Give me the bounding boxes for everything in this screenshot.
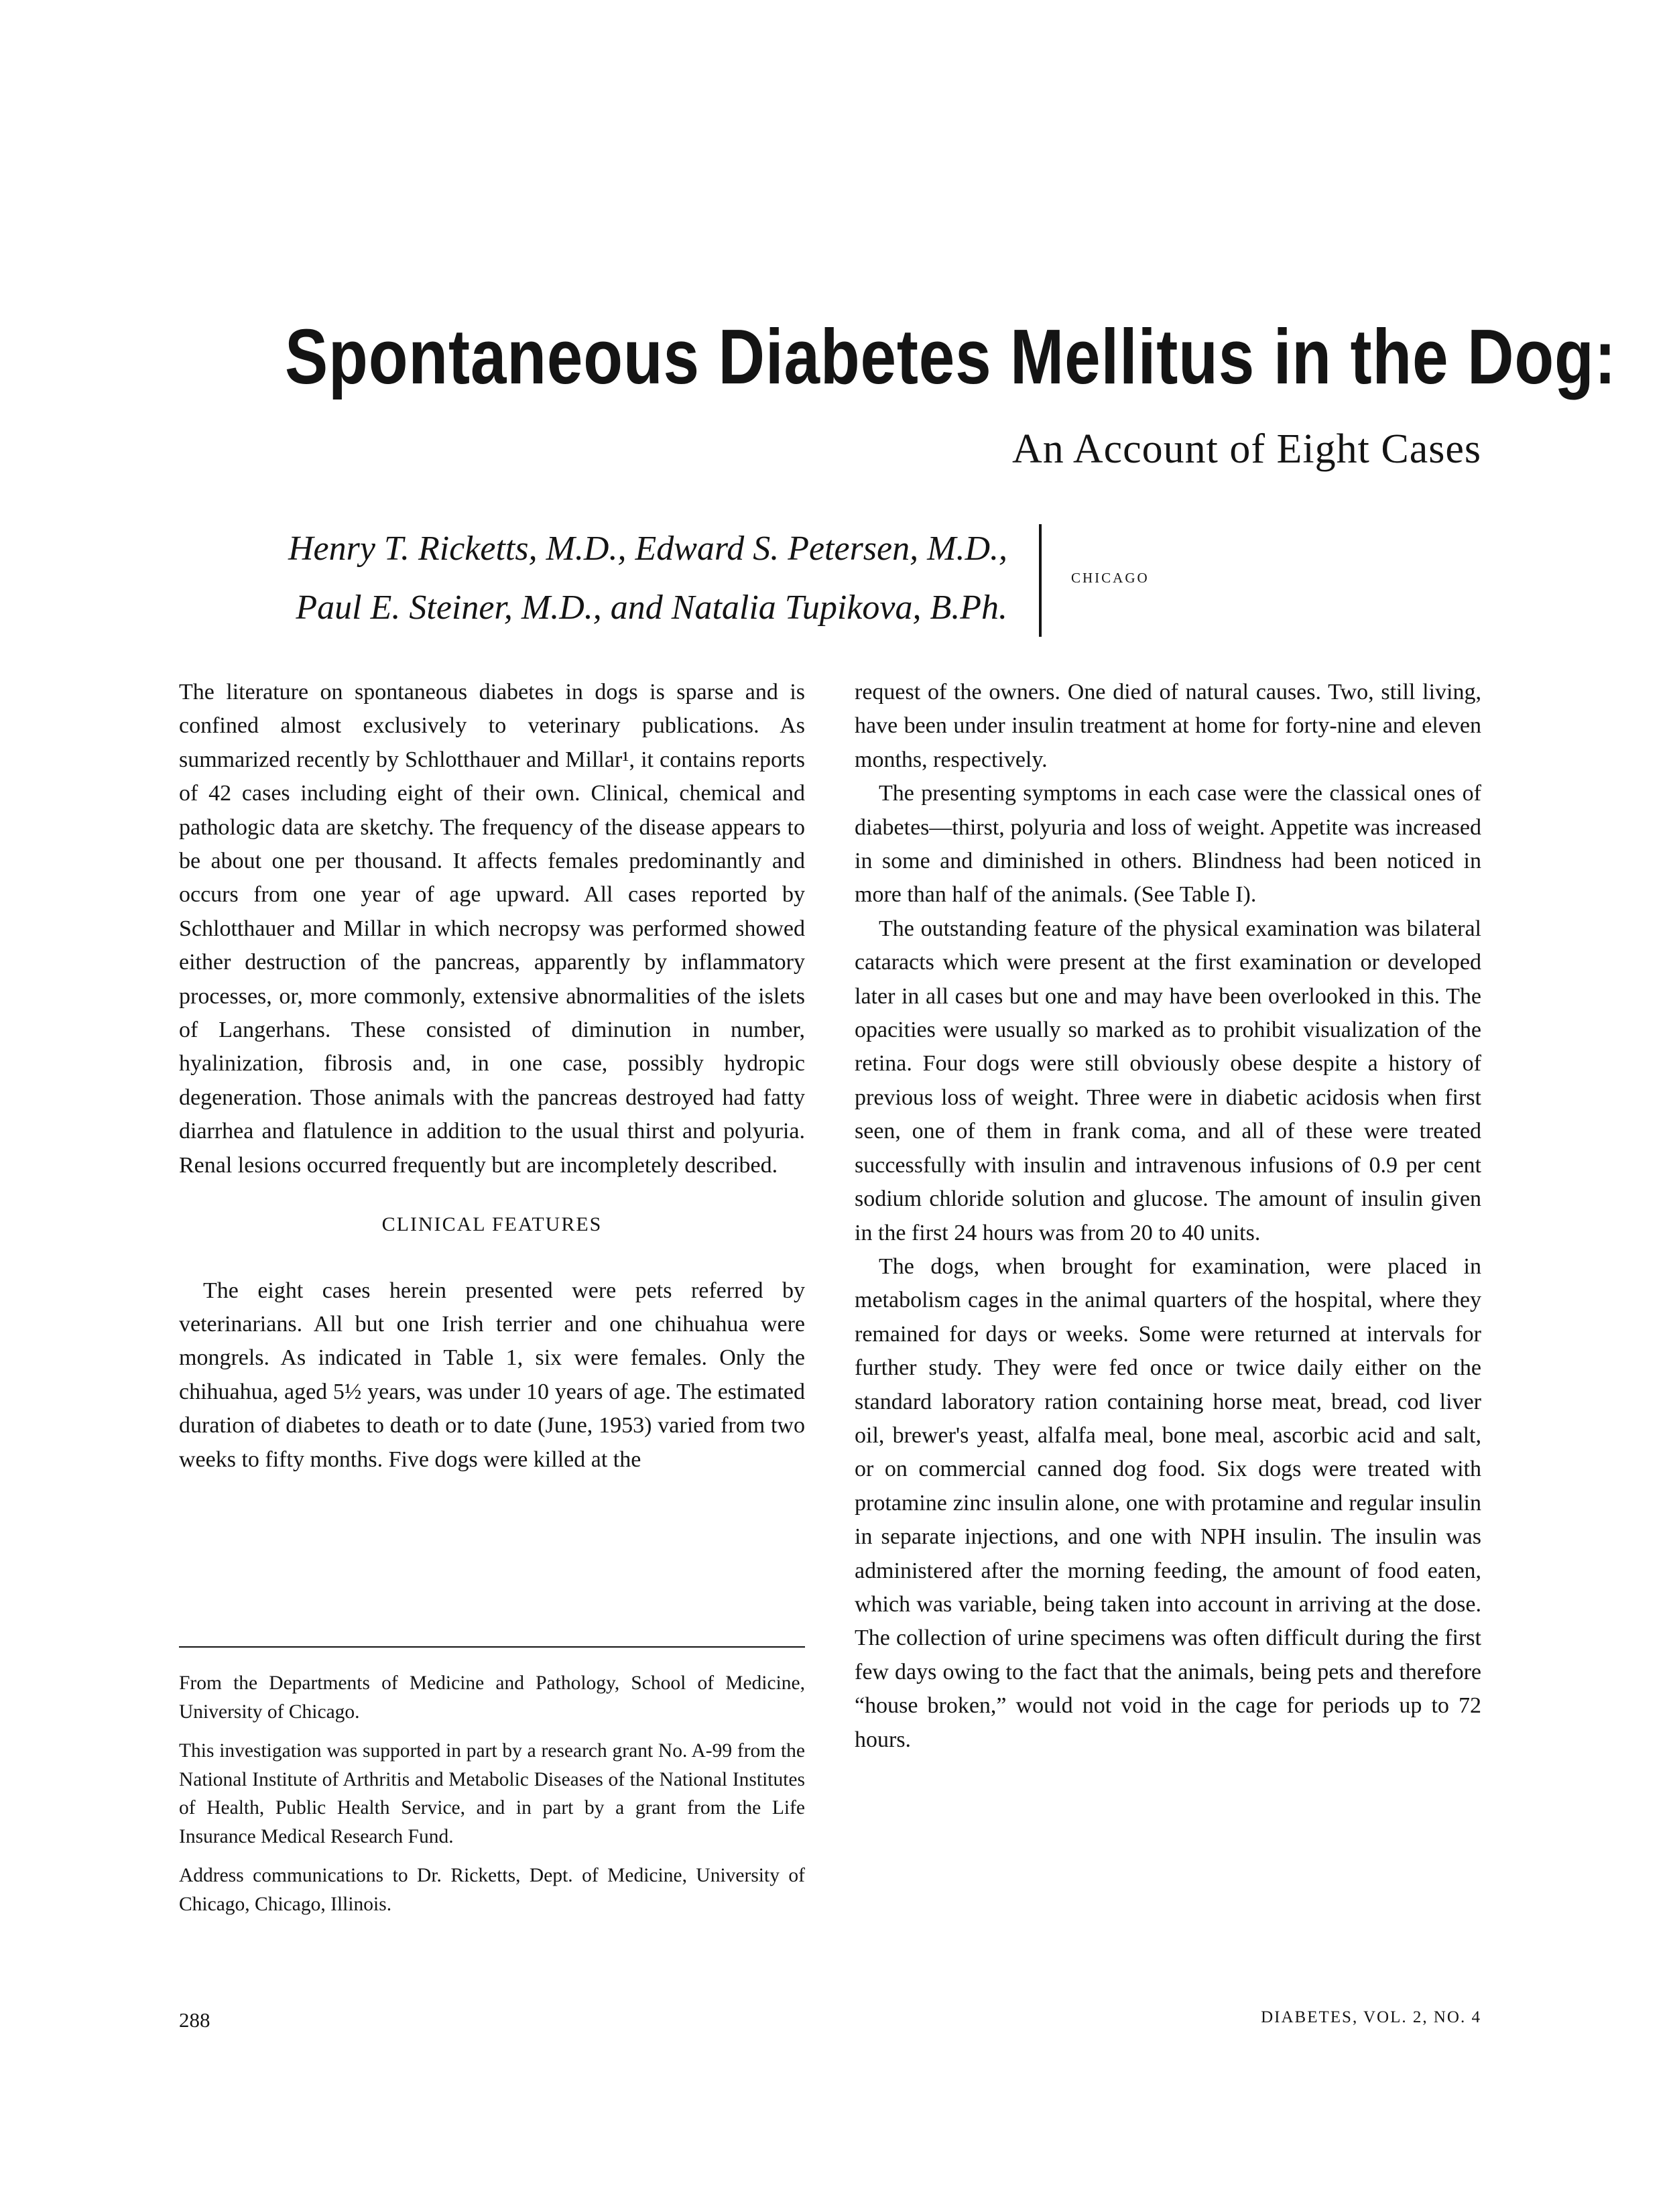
section-heading-clinical-features: CLINICAL FEATURES <box>381 1213 603 1236</box>
clinical-paragraph-3: The outstanding feature of the physical examination was bilateral cataracts which were present at the first examination or developed later in all cases but one and may have been overlooked in this. The opacities were usually so marked as to prohibit visualization of the retina. Four dogs were still obviously obese despite a history of previous loss of weight. Three were in diabetic acidosis when first seen, one of them in frank coma, and all of these were treated successfully with insulin and intravenous infusions of 0.9 per cent sodium chloride solution and glucose. The amount of insulin given in the first 24 hours was from 20 to 40 units. <box>855 916 1481 1245</box>
footnote-affiliation: From the Departments of Medicine and Pathology, School of Medicine, University of Chicago. <box>179 1672 805 1723</box>
authors-line-1: Henry T. Ricketts, M.D., Edward S. Petersen, M.D., <box>288 530 1007 568</box>
authors-line-2: Paul E. Steiner, M.D., and Natalia Tupikova, B.Ph. <box>296 589 1007 627</box>
intro-paragraph: The literature on spontaneous diabetes in dogs is sparse and is confined almost exclusively to veterinary publications. As summarized recently by Schlotthauer and Millar¹, it contains reports of 42 cases including eight of their own. Clinical, chemical and pathologic data are sketchy. The frequency of the disease appears to be about one per thousand. It affects females predominantly and occurs from one year of age upward. All cases reported by Schlotthauer and Millar in which necropsy was performed showed either destruction of the pancreas, apparently by inflammatory processes, or, more commonly, extensive abnormalities of the islets of Langerhans. These consisted of diminution in number, hyalinization, fibrosis and, in one case, possibly hydropic degeneration. Those animals with the pancreas destroyed had fatty diarrhea and flatulence in addition to the usual thirst and polyuria. Renal lesions occurred frequently but are incompletely described. <box>179 680 805 1178</box>
right-column <box>855 676 1481 1757</box>
author-block <box>288 519 1007 637</box>
footnotes <box>179 1669 805 1929</box>
clinical-paragraph-4: The dogs, when brought for examination, were placed in metabolism cages in the animal quarters of the hospital, where they remained for days or weeks. Some were returned at intervals for further study. They were fed once or twice daily either on the standard laboratory ration containing horse meat, bread, cod liver oil, brewer's yeast, alfalfa meal, bone meal, ascorbic acid and salt, or on commercial canned dog food. Six dogs were treated with protamine zinc insulin alone, one with protamine and regular insulin in separate injections, and one with NPH insulin. The insulin was administered after the morning feeding, the amount of food eaten, which was variable, being taken into account in arriving at the dose. The collection of urine specimens was often difficult during the first few days owing to the fact that the animals, being pets and therefore “house broken,” would not void in the cage for periods up to 72 hours. <box>855 1253 1481 1752</box>
page-number: 288 <box>179 2008 210 2032</box>
clinical-paragraph-2: The presenting symptoms in each case were the classical ones of diabetes—thirst, polyuria and loss of weight. Appetite was increased in some and diminished in others. Blindness had been noticed in more than half of the animals. (See Table I). <box>855 781 1481 908</box>
journal-running-footer: DIABETES, VOL. 2, NO. 4 <box>1261 2008 1481 2026</box>
article-subtitle: An Account of Eight Cases <box>1011 426 1481 472</box>
footnote-funding: This investigation was supported in part by a research grant No. A-99 from the National Institute of Arthritis and Metabolic Diseases of the National Institutes of Health, Public Health Service, and in part by a grant from the Life Insurance Medical Research Fund. <box>179 1740 805 1847</box>
clinical-paragraph-1: The eight cases herein presented were pets referred by veterinarians. All but one Irish terrier and one chihuahua were mongrels. As indicated in Table 1, six were females. Only the chihuahua, aged 5½ years, was under 10 years of age. The estimated duration of diabetes to death or to date (June, 1953) varied from two weeks to fifty months. Five dogs were killed at the <box>179 1278 805 1472</box>
article-title: Spontaneous Diabetes Mellitus in the Dog: <box>285 313 1617 400</box>
author-divider <box>1039 524 1042 637</box>
footnote-divider <box>179 1646 805 1648</box>
affiliation-city: CHICAGO <box>1071 570 1150 586</box>
clinical-paragraph-1-continued: request of the owners. One died of natural causes. Two, still living, have been under insulin treatment at home for forty-nine and eleven months, respectively. <box>855 680 1481 772</box>
left-column <box>179 676 805 1477</box>
footnote-address: Address communications to Dr. Ricketts, Dept. of Medicine, University of Chicago, Chicago, Illinois. <box>179 1865 805 1915</box>
